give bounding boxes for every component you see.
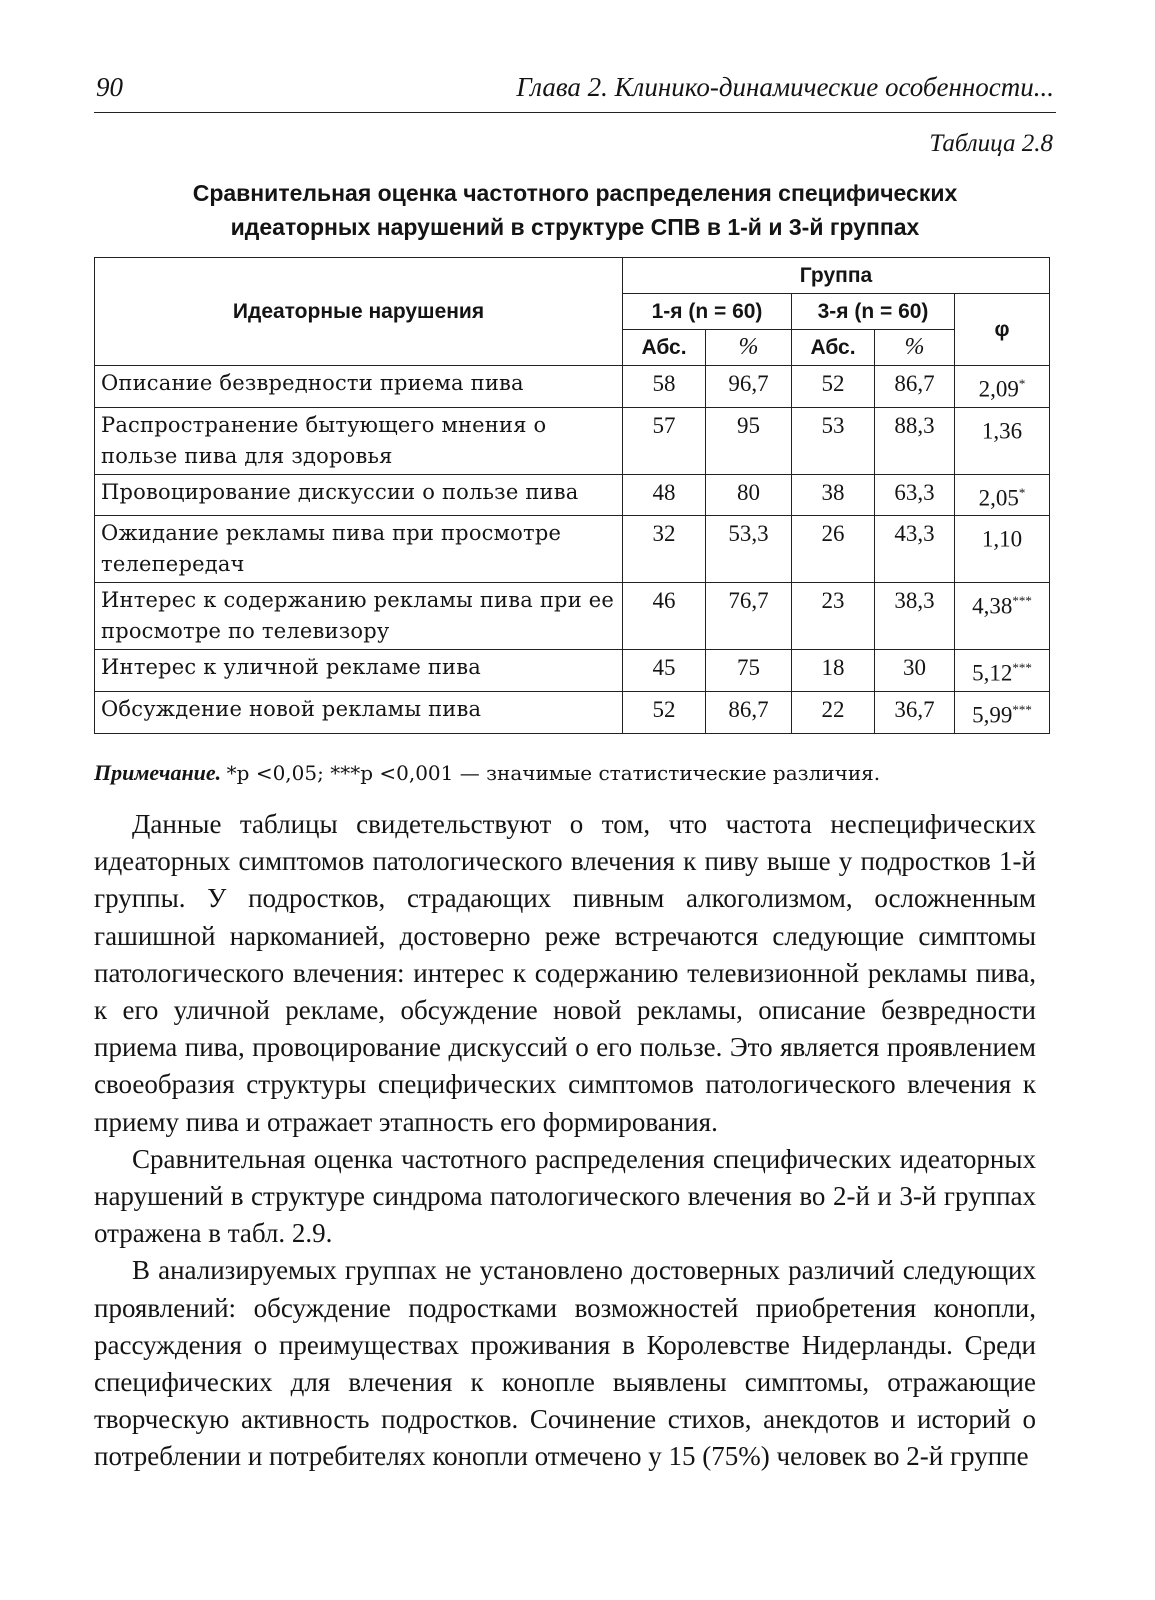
note-text: *p <0,05; ***p <0,001 — значимые статистические различия.: [226, 761, 881, 785]
g3-abs-value: 22: [792, 691, 875, 733]
phi-number: 2,09: [978, 376, 1019, 402]
disorder-name: Провоцирование дискуссии о пользе пива: [95, 474, 623, 516]
g1-pct-value: 96,7: [706, 366, 792, 408]
g3-pct-value: 86,7: [875, 366, 955, 408]
g1-abs-value: 46: [623, 583, 706, 650]
header-g1-abs: Абс.: [623, 330, 706, 366]
running-title: Глава 2. Клинико-динамические особенности...: [516, 72, 1054, 102]
g3-abs-value: 38: [792, 474, 875, 516]
g3-abs-value: 52: [792, 366, 875, 408]
disorder-name: Ожидание рекламы пива при просмотре телепередач: [95, 516, 623, 583]
g1-pct-value: 86,7: [706, 691, 792, 733]
g1-pct-value: 80: [706, 474, 792, 516]
table-row: [95, 366, 1050, 408]
significance-mark: ***: [1012, 660, 1032, 676]
table-row: [95, 474, 1050, 516]
phi-value: [955, 650, 1050, 692]
header-group-3: 3-я (n = 60): [792, 294, 955, 330]
disorder-name: Описание безвредности приема пива: [95, 366, 623, 408]
significance-mark: *: [1018, 376, 1026, 391]
paragraph-1: Данные таблицы свидетельствуют о том, что частота неспецифических идеаторных симптомов патологического влечения к пиву выше у подростков 1-й группы. У подростков, страдающих пивным алкоголизмом, осложненным гашишной наркоманией, достоверно реже встречаются следующие симптомы патологического влечения: интерес к содержанию телевизионной рекламы пива, к его уличной рекламе, обсуждение новой рекламы, описание безвредности приема пива, провоцирование дискуссий о его пользе. Это является проявлением своеобразия структуры специфических симптомов патологического влечения к приему пива и отражает этапность его формирования.: [94, 809, 1036, 1137]
table-row: [95, 583, 1050, 650]
g1-pct-value: 95: [706, 407, 792, 474]
g1-pct-value: 53,3: [706, 516, 792, 583]
disorder-name: Распространение бытующего мнения о пользе пива для здоровья: [95, 407, 623, 474]
table-label: Таблица 2.8: [929, 130, 1053, 157]
phi-number: 5,12: [972, 660, 1013, 686]
running-header: [94, 70, 1056, 113]
g3-pct-value: 36,7: [875, 691, 955, 733]
g3-pct-value: 63,3: [875, 474, 955, 516]
g3-pct-value: 88,3: [875, 407, 955, 474]
header-group-1: 1-я (n = 60): [623, 294, 792, 330]
g1-abs-value: 45: [623, 650, 706, 692]
phi-value: [955, 583, 1050, 650]
phi-number: 5,99: [972, 702, 1013, 728]
phi-value: [955, 474, 1050, 516]
comparison-table: [94, 257, 1050, 734]
g1-pct-value: 75: [706, 650, 792, 692]
paragraph-3: В анализируемых группах не установлено достоверных различий следующих проявлений: обсуждение подростками возможностей приобретения конопли, рассуждения о преимуществах проживания в Королевстве Нидерланды. Среди специфических для влечения к конопле выявлены симптомы, отражающие творческую активность подростков. Сочинение стихов, анекдотов и историй о потреблении и потребителях конопли отмечено у 15 (75%) человек во 2-й группе: [94, 1255, 1036, 1472]
disorder-name: Интерес к уличной рекламе пива: [95, 650, 623, 692]
significance-mark: ***: [1012, 701, 1032, 717]
significance-mark: ***: [1012, 593, 1032, 609]
phi-number: 2,05: [978, 485, 1019, 511]
paragraph-2: Сравнительная оценка частотного распределения специфических идеаторных нарушений в структуре синдрома патологического влечения во 2-й и 3-й группах отражена в табл. 2.9.: [94, 1143, 1036, 1249]
table-note: [94, 760, 1056, 786]
disorder-name: Интерес к содержанию рекламы пива при ее просмотре по телевизору: [95, 583, 623, 650]
header-g1-pct: %: [706, 330, 792, 366]
table-title: [94, 176, 1056, 244]
g3-pct-value: 38,3: [875, 583, 955, 650]
phi-value: [955, 516, 1050, 583]
phi-number: 4,38: [972, 593, 1013, 619]
g1-abs-value: 58: [623, 366, 706, 408]
table-title-line-2: идеаторных нарушений в структуре СПВ в 1-й и 3-й группах: [230, 214, 920, 240]
g1-abs-value: 32: [623, 516, 706, 583]
phi-value: [955, 366, 1050, 408]
note-label: Примечание.: [94, 760, 222, 785]
g1-abs-value: 52: [623, 691, 706, 733]
significance-mark: *: [1018, 484, 1026, 500]
table-body: [95, 366, 1050, 734]
phi-value: [955, 407, 1050, 474]
g1-abs-value: 57: [623, 407, 706, 474]
header-phi: φ: [955, 294, 1050, 366]
table-title-line-1: Сравнительная оценка частотного распределения специфических: [192, 180, 958, 206]
header-g3-pct: %: [875, 330, 955, 366]
phi-value: [955, 691, 1050, 733]
g3-abs-value: 26: [792, 516, 875, 583]
g1-abs-value: 48: [623, 474, 706, 516]
g3-pct-value: 43,3: [875, 516, 955, 583]
g3-abs-value: 18: [792, 650, 875, 692]
phi-number: 1,10: [981, 526, 1023, 552]
header-group: Группа: [623, 258, 1050, 294]
page-number: 90: [96, 72, 123, 102]
body-text: [94, 806, 1036, 1476]
table-row: [95, 650, 1050, 692]
header-disorders: Идеаторные нарушения: [95, 258, 623, 366]
g3-pct-value: 30: [875, 650, 955, 692]
phi-number: 1,36: [981, 418, 1023, 444]
g3-abs-value: 23: [792, 583, 875, 650]
g3-abs-value: 53: [792, 407, 875, 474]
g1-pct-value: 76,7: [706, 583, 792, 650]
disorder-name: Обсуждение новой рекламы пива: [95, 691, 623, 733]
table-row: [95, 691, 1050, 733]
header-g3-abs: Абс.: [792, 330, 875, 366]
table-row: [95, 516, 1050, 583]
table-row: [95, 407, 1050, 474]
